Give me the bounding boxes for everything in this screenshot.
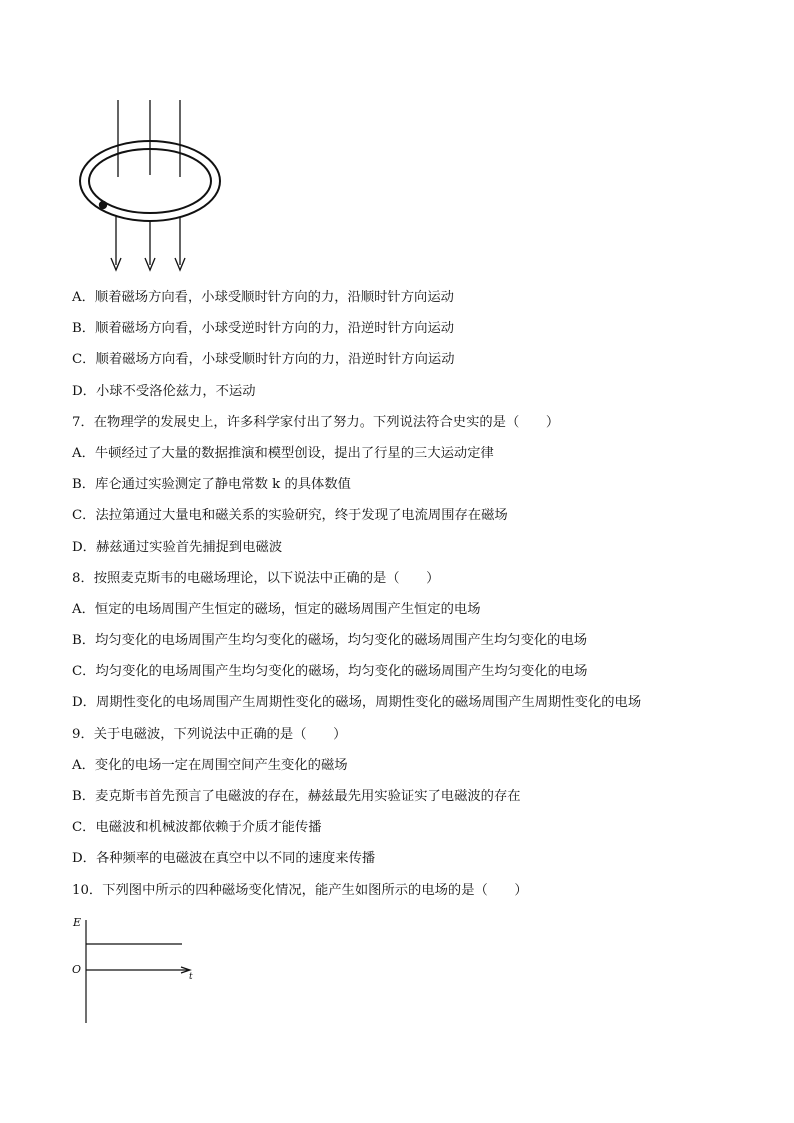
y-axis-label: E xyxy=(73,916,82,929)
question-lines xyxy=(72,286,772,910)
q8-option-b: B．均匀变化的电场周围产生均匀变化的磁场，均匀变化的磁场周围产生均匀变化的电场 xyxy=(72,633,588,649)
q6-option-d: D．小球不受洛伦兹力，不运动 xyxy=(72,383,256,399)
q7-option-d: D．赫兹通过实验首先捕捉到电磁波 xyxy=(72,539,283,555)
q7-option-c: C．法拉第通过大量电和磁关系的实验研究，终于发现了电流周围存在磁场 xyxy=(72,508,508,524)
x-axis-label: t xyxy=(189,972,193,982)
q9-stem: 9．关于电磁波，下列说法中正确的是（ ） xyxy=(72,726,347,742)
q6-option-c: C．顺着磁场方向看，小球受顺时针方向的力，沿逆时针方向运动 xyxy=(72,352,455,368)
magnetic-field-ring-figure xyxy=(70,95,230,275)
q6-option-b: B．顺着磁场方向看，小球受逆时针方向的力，沿逆时针方向运动 xyxy=(72,321,455,337)
q8-option-d: D．周期性变化的电场周围产生周期性变化的磁场，周期性变化的磁场周围产生周期性变化的电场 xyxy=(72,695,642,711)
q9-option-a: A．变化的电场一定在周围空间产生变化的磁场 xyxy=(72,757,348,773)
electric-field-graph xyxy=(66,908,206,1028)
q7-option-a: A．牛顿经过了大量的数据推演和模型创设，提出了行星的三大运动定律 xyxy=(72,445,494,461)
q7-option-b: B．库仑通过实验测定了静电常数 k 的具体数值 xyxy=(72,477,351,493)
q8-option-a: A．恒定的电场周围产生恒定的磁场，恒定的磁场周围产生恒定的电场 xyxy=(72,601,481,617)
q10-stem: 10．下列图中所示的四种磁场变化情况，能产生如图所示的电场的是（ ） xyxy=(72,882,528,898)
q7-stem: 7．在物理学的发展史上，许多科学家付出了努力。下列说法符合史实的是（ ） xyxy=(72,414,560,430)
q8-option-c: C．均匀变化的电场周围产生均匀变化的磁场，均匀变化的磁场周围产生均匀变化的电场 xyxy=(72,664,588,680)
q9-option-c: C．电磁波和机械波都依赖于介质才能传播 xyxy=(72,820,322,836)
q8-stem: 8．按照麦克斯韦的电磁场理论，以下说法中正确的是（ ） xyxy=(72,570,440,586)
q6-option-a: A．顺着磁场方向看，小球受顺时针方向的力，沿顺时针方向运动 xyxy=(72,290,454,305)
origin-label: O xyxy=(72,963,82,976)
small-ball xyxy=(99,201,107,209)
q9-option-d: D．各种频率的电磁波在真空中以不同的速度来传播 xyxy=(72,851,376,867)
q9-option-b: B．麦克斯韦首先预言了电磁波的存在，赫兹最先用实验证实了电磁波的存在 xyxy=(72,789,521,804)
